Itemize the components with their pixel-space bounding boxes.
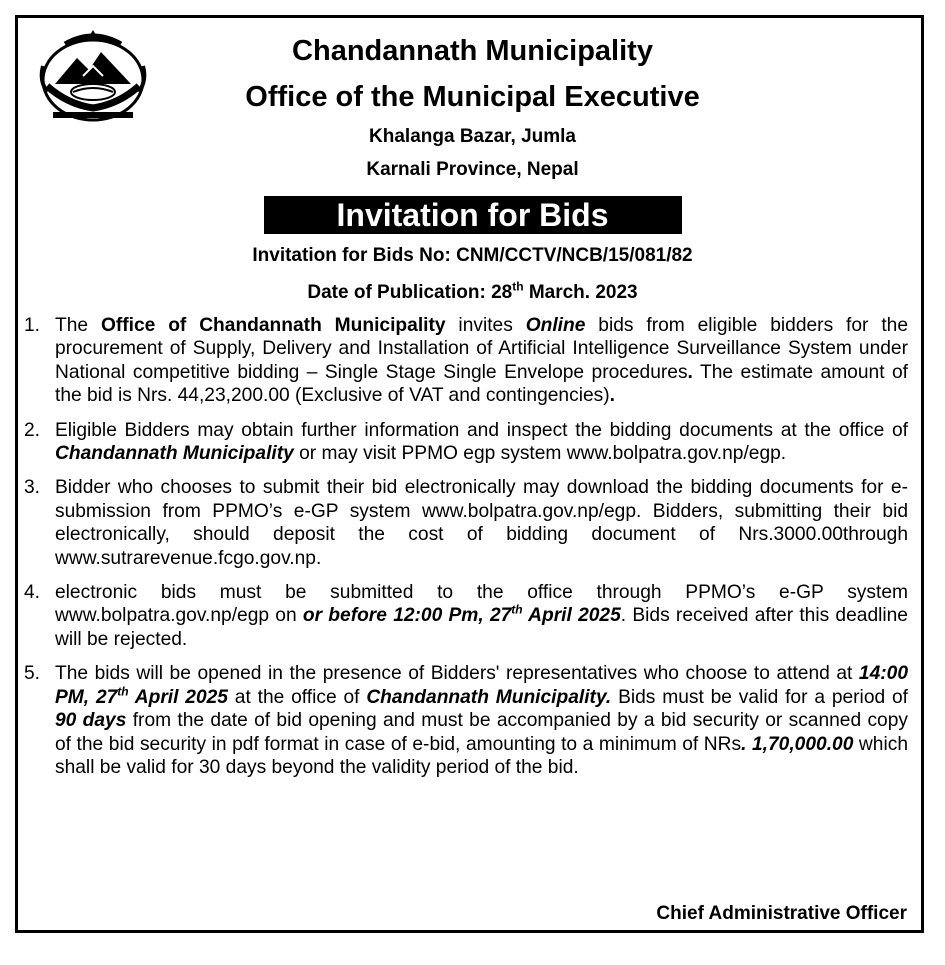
clause-5: [24, 662, 908, 779]
title-banner: [0, 196, 945, 234]
clause-text: The: [55, 315, 101, 336]
clause-number: 5.: [24, 663, 41, 685]
clause-3: [24, 476, 908, 570]
clause-bold-italic: April 2025: [522, 605, 621, 627]
publication-day-suffix: th: [512, 279, 524, 294]
bid-number-label: Invitation for Bids No:: [252, 245, 451, 266]
clause-text: from the date of bid opening and must be accompanied by a bid security or scanned copy of the bid security in pdf format in case of e-bid, amounting to a minimum of NRs: [55, 710, 908, 755]
bid-number-line: [0, 244, 945, 268]
clause-bold-italic: Chandannath Municipality: [55, 443, 294, 465]
clause-bold: .: [687, 361, 693, 383]
notice-title: Invitation for Bids: [264, 196, 682, 234]
clause-2: [24, 419, 908, 466]
signature-title: Chief Administrative Officer: [656, 903, 907, 924]
clause-text: at the office of: [227, 686, 367, 708]
clause-bold: Office of Chandannath Municipality: [100, 315, 446, 336]
clause-text: Bids must be valid for a period of: [611, 686, 908, 708]
clause-superscript: th: [117, 684, 129, 699]
publication-day: 28: [491, 282, 513, 303]
clause-text: Eligible Bidders may obtain further information and inspect the bidding documents at the office of: [55, 419, 908, 441]
address-line-1: Khalanga Bazar, Jumla: [369, 126, 576, 147]
clause-text: bids from eligible bidders for the procurement of Supply, Delivery and Installation of Artificial Intelligence Surveillance System under National competitive bidding – Single Stage Single Envelope procedures: [55, 315, 908, 383]
publication-date-line: [0, 281, 945, 305]
clause-number: 3.: [24, 477, 41, 499]
clause-bold-italic: April 2025: [128, 686, 228, 708]
clause-number: 4.: [24, 582, 41, 604]
address-line-2: Karnali Province, Nepal: [366, 159, 579, 180]
clause-text: invites: [445, 315, 526, 336]
clause-text: . Bids received after this deadline will be rejected.: [55, 605, 908, 650]
clause-text: or may visit PPMO egp system www.bolpatra.gov.np/egp.: [293, 443, 787, 465]
clause-bold-italic: Chandannath Municipality.: [366, 686, 612, 708]
clause-superscript: th: [511, 603, 523, 618]
org-name: Chandannath Municipality: [292, 35, 653, 67]
clause-bold-italic: Online: [525, 315, 586, 336]
clause-bold: .: [609, 385, 615, 407]
clause-text: electronic bids must be submitted to the office through PPMO’s e-GP system www.bolpatra.gov.np/egp on: [55, 582, 908, 627]
clause-1: [24, 314, 908, 408]
bid-number: CNM/CCTV/NCB/15/081/82: [456, 245, 693, 266]
clause-number: 1.: [24, 315, 41, 336]
publication-month-year: March. 2023: [528, 282, 638, 303]
clause-bold-italic: 90 days: [55, 710, 127, 732]
publication-label: Date of Publication:: [307, 282, 486, 303]
clause-text: The estimate amount of the bid is Nrs. 44,23,200.00 (Exclusive of VAT and contingencies): [55, 361, 908, 407]
clause-4: [24, 581, 908, 651]
clause-text: which shall be valid for 30 days beyond the validity period of the bid.: [55, 733, 908, 778]
clause-bold-italic: . 1,70,000.00: [741, 733, 854, 755]
office-title: Office of the Municipal Executive: [245, 81, 700, 113]
clause-text: The bids will be opened in the presence of Bidders' representatives who choose to attend at: [55, 663, 859, 685]
clause-text: Bidder who chooses to submit their bid electronically may download the bidding documents for e-submission from PPMO’s e-GP system www.bolpatra.gov.np/egp. Bidders, submitting their bid electronically, should deposit the cost of bidding document of Nrs.3000.00through www.sutrarevenue.fcgo.gov.np.: [55, 477, 908, 569]
notice-clauses: [24, 314, 908, 790]
clause-bold-italic: or before 12:00 Pm, 27: [302, 605, 512, 627]
clause-number: 2.: [24, 419, 41, 441]
clause-bold-italic: 14:00 PM, 27: [55, 663, 908, 708]
